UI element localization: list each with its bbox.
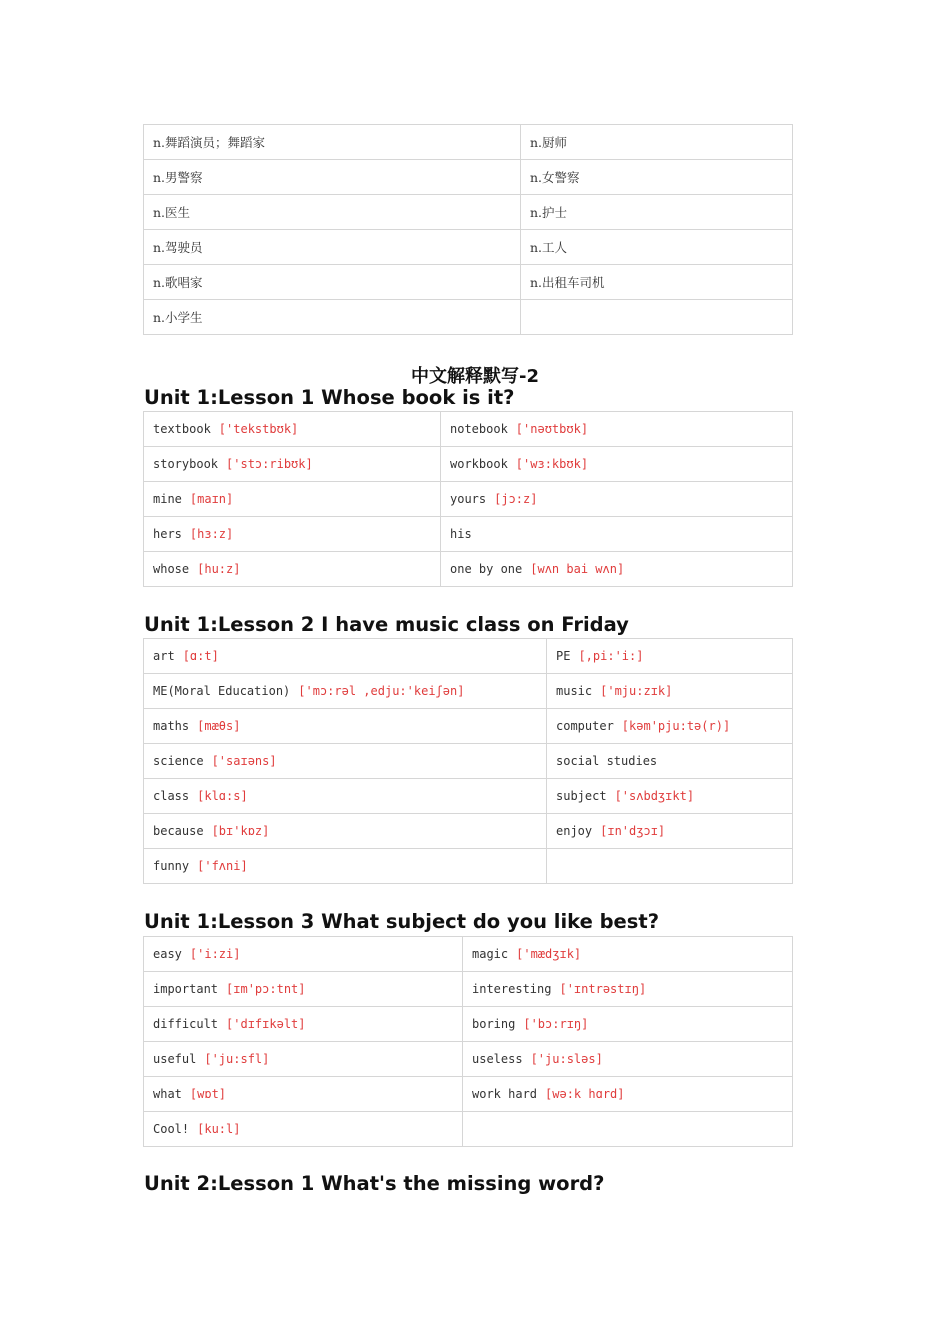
table-cell: n.厨师 bbox=[521, 125, 793, 160]
phonetic-transcription: ['ju:sfl] bbox=[204, 1052, 270, 1066]
vocab-word: music bbox=[556, 684, 593, 698]
vocab-word: magic bbox=[472, 947, 509, 961]
vocab-word: class bbox=[153, 789, 190, 803]
vocab-word: because bbox=[153, 824, 204, 838]
vocab-cell bbox=[144, 412, 441, 447]
vocab-cell bbox=[144, 814, 547, 849]
phonetic-transcription: [hɜ:z] bbox=[189, 527, 234, 541]
vocab-cell bbox=[463, 1112, 793, 1147]
vocab-cell bbox=[441, 517, 793, 552]
vocab-word: what bbox=[153, 1087, 182, 1101]
phonetic-transcription: [wɒt] bbox=[189, 1087, 227, 1101]
vocab-cell bbox=[463, 937, 793, 972]
vocab-cell bbox=[144, 639, 547, 674]
table-cell: n.医生 bbox=[144, 195, 521, 230]
table-row bbox=[144, 265, 793, 300]
vocab-cell bbox=[144, 1112, 463, 1147]
phonetic-transcription: ['tekstbʊk] bbox=[218, 422, 299, 436]
unit-heading-1: Unit 1:Lesson 1 Whose book is it? bbox=[144, 386, 515, 409]
phonetic-transcription: ['wɜ:kbʊk] bbox=[515, 457, 589, 471]
table-row bbox=[144, 1007, 793, 1042]
phonetic-transcription: ['i:zi] bbox=[189, 947, 241, 961]
vocab-word: workbook bbox=[450, 457, 508, 471]
vocab-cell bbox=[547, 779, 793, 814]
vocab-word: art bbox=[153, 649, 175, 663]
vocab-word: maths bbox=[153, 719, 190, 733]
table-cell bbox=[521, 300, 793, 335]
table-cell: n.出租车司机 bbox=[521, 265, 793, 300]
table-cell: n.舞蹈演员；舞蹈家 bbox=[144, 125, 521, 160]
table-cell: n.驾驶员 bbox=[144, 230, 521, 265]
vocab-cell bbox=[547, 744, 793, 779]
phonetic-transcription: ['stɔ:ribʊk] bbox=[226, 457, 313, 471]
phonetic-transcription: ['mju:zɪk] bbox=[600, 684, 673, 698]
vocab-cell bbox=[441, 482, 793, 517]
table-row bbox=[144, 744, 793, 779]
vocab-table-unit1-lesson2 bbox=[143, 638, 793, 884]
table-row bbox=[144, 779, 793, 814]
vocab-cell bbox=[547, 849, 793, 884]
phonetic-transcription: [ku:l] bbox=[197, 1122, 241, 1136]
vocab-word: PE bbox=[556, 649, 571, 663]
table-row bbox=[144, 300, 793, 335]
table-cell: n.女警察 bbox=[521, 160, 793, 195]
vocab-cell bbox=[547, 814, 793, 849]
vocab-cell bbox=[144, 447, 441, 482]
table-row bbox=[144, 517, 793, 552]
table-cell: n.歌唱家 bbox=[144, 265, 521, 300]
vocab-cell bbox=[144, 517, 441, 552]
vocab-cell bbox=[144, 849, 547, 884]
vocab-cell bbox=[547, 639, 793, 674]
phonetic-transcription: [wə:k hɑrd] bbox=[545, 1087, 625, 1101]
table-row bbox=[144, 482, 793, 517]
vocab-cell bbox=[144, 937, 463, 972]
vocab-word: textbook bbox=[153, 422, 211, 436]
table-row bbox=[144, 709, 793, 744]
vocab-cell bbox=[144, 674, 547, 709]
table-row bbox=[144, 849, 793, 884]
vocab-word: notebook bbox=[450, 422, 508, 436]
phonetic-transcription: [mæθs] bbox=[197, 719, 241, 733]
vocab-cell bbox=[144, 744, 547, 779]
vocab-cell bbox=[463, 1077, 793, 1112]
vocab-word: hers bbox=[153, 527, 182, 541]
phonetic-transcription: [wʌn bai wʌn] bbox=[530, 562, 625, 576]
vocab-word: science bbox=[153, 754, 204, 768]
phonetic-transcription: ['dɪfɪkəlt] bbox=[226, 1017, 306, 1031]
table-row bbox=[144, 125, 793, 160]
vocab-word: difficult bbox=[153, 1017, 219, 1031]
table-row bbox=[144, 1077, 793, 1112]
vocab-cell bbox=[441, 447, 793, 482]
vocab-table-chinese bbox=[143, 124, 793, 335]
vocab-word: enjoy bbox=[556, 824, 593, 838]
phonetic-transcription: ['mædʒɪk] bbox=[516, 947, 582, 961]
phonetic-transcription: [ɪm'pɔ:tnt] bbox=[226, 982, 306, 996]
vocab-cell bbox=[144, 482, 441, 517]
phonetic-transcription: [klɑ:s] bbox=[197, 789, 248, 803]
table-row bbox=[144, 230, 793, 265]
table-row bbox=[144, 412, 793, 447]
table-cell: n.男警察 bbox=[144, 160, 521, 195]
vocab-cell bbox=[547, 674, 793, 709]
vocab-cell bbox=[144, 1077, 463, 1112]
vocab-word: interesting bbox=[472, 982, 552, 996]
table-cell: n.小学生 bbox=[144, 300, 521, 335]
table-row bbox=[144, 937, 793, 972]
vocab-word: useful bbox=[153, 1052, 197, 1066]
vocab-word: easy bbox=[153, 947, 182, 961]
vocab-word: storybook bbox=[153, 457, 219, 471]
vocab-word: ME(Moral Education) bbox=[153, 684, 291, 698]
table-row bbox=[144, 552, 793, 587]
unit-heading-3: Unit 1:Lesson 3 What subject do you like best? bbox=[144, 910, 660, 933]
vocab-word: Cool! bbox=[153, 1122, 190, 1136]
phonetic-transcription: [jɔ:z] bbox=[494, 492, 538, 506]
phonetic-transcription: [kəm'pju:tə(r)] bbox=[621, 719, 731, 733]
vocab-word: computer bbox=[556, 719, 614, 733]
vocab-cell bbox=[144, 972, 463, 1007]
phonetic-transcription: ['ju:sləs] bbox=[530, 1052, 603, 1066]
vocab-word: yours bbox=[450, 492, 487, 506]
vocab-word: important bbox=[153, 982, 219, 996]
unit-heading-4: Unit 2:Lesson 1 What's the missing word? bbox=[144, 1172, 605, 1195]
vocab-cell bbox=[144, 1007, 463, 1042]
phonetic-transcription: [maɪn] bbox=[189, 492, 234, 506]
table-cell: n.工人 bbox=[521, 230, 793, 265]
vocab-word: his bbox=[450, 527, 472, 541]
table-row bbox=[144, 972, 793, 1007]
vocab-cell bbox=[144, 552, 441, 587]
table-row bbox=[144, 674, 793, 709]
phonetic-transcription: ['fʌni] bbox=[197, 859, 248, 873]
vocab-word: subject bbox=[556, 789, 607, 803]
vocab-table-unit1-lesson1 bbox=[143, 411, 793, 587]
table-row bbox=[144, 1112, 793, 1147]
vocab-word: whose bbox=[153, 562, 190, 576]
table-row bbox=[144, 195, 793, 230]
vocab-word: one by one bbox=[450, 562, 523, 576]
phonetic-transcription: [hu:z] bbox=[197, 562, 241, 576]
table-cell: n.护士 bbox=[521, 195, 793, 230]
vocab-word: boring bbox=[472, 1017, 516, 1031]
phonetic-transcription: ['sʌbdʒɪkt] bbox=[614, 789, 695, 803]
phonetic-transcription: [,pi:'i:] bbox=[578, 649, 644, 663]
section-title: 中文解释默写-2 bbox=[411, 366, 539, 387]
vocab-word: funny bbox=[153, 859, 190, 873]
table-row bbox=[144, 1042, 793, 1077]
vocab-cell bbox=[144, 709, 547, 744]
vocab-word: useless bbox=[472, 1052, 523, 1066]
vocab-cell bbox=[547, 709, 793, 744]
vocab-cell bbox=[441, 412, 793, 447]
vocab-cell bbox=[463, 1007, 793, 1042]
phonetic-transcription: [ɑ:t] bbox=[182, 649, 219, 663]
vocab-cell bbox=[463, 1042, 793, 1077]
table-row bbox=[144, 447, 793, 482]
vocab-cell bbox=[463, 972, 793, 1007]
phonetic-transcription: ['bɔ:rɪŋ] bbox=[523, 1017, 589, 1031]
table-row bbox=[144, 639, 793, 674]
phonetic-transcription: ['saɪəns] bbox=[211, 754, 277, 768]
table-row bbox=[144, 160, 793, 195]
phonetic-transcription: ['nəʊtbʊk] bbox=[515, 422, 589, 436]
vocab-cell bbox=[441, 552, 793, 587]
vocab-word: social studies bbox=[556, 754, 658, 768]
phonetic-transcription: ['mɔ:rəl ,edju:'keiʃən] bbox=[298, 684, 465, 698]
table-row bbox=[144, 814, 793, 849]
phonetic-transcription: [ɪn'dʒɔɪ] bbox=[600, 824, 666, 838]
vocab-cell bbox=[144, 1042, 463, 1077]
phonetic-transcription: [bɪ'kɒz] bbox=[211, 824, 270, 838]
unit-heading-2: Unit 1:Lesson 2 I have music class on Friday bbox=[144, 613, 629, 636]
phonetic-transcription: ['ɪntrəstɪŋ] bbox=[559, 982, 647, 996]
vocab-table-unit1-lesson3 bbox=[143, 936, 793, 1147]
vocab-word: work hard bbox=[472, 1087, 538, 1101]
vocab-word: mine bbox=[153, 492, 182, 506]
vocab-cell bbox=[144, 779, 547, 814]
